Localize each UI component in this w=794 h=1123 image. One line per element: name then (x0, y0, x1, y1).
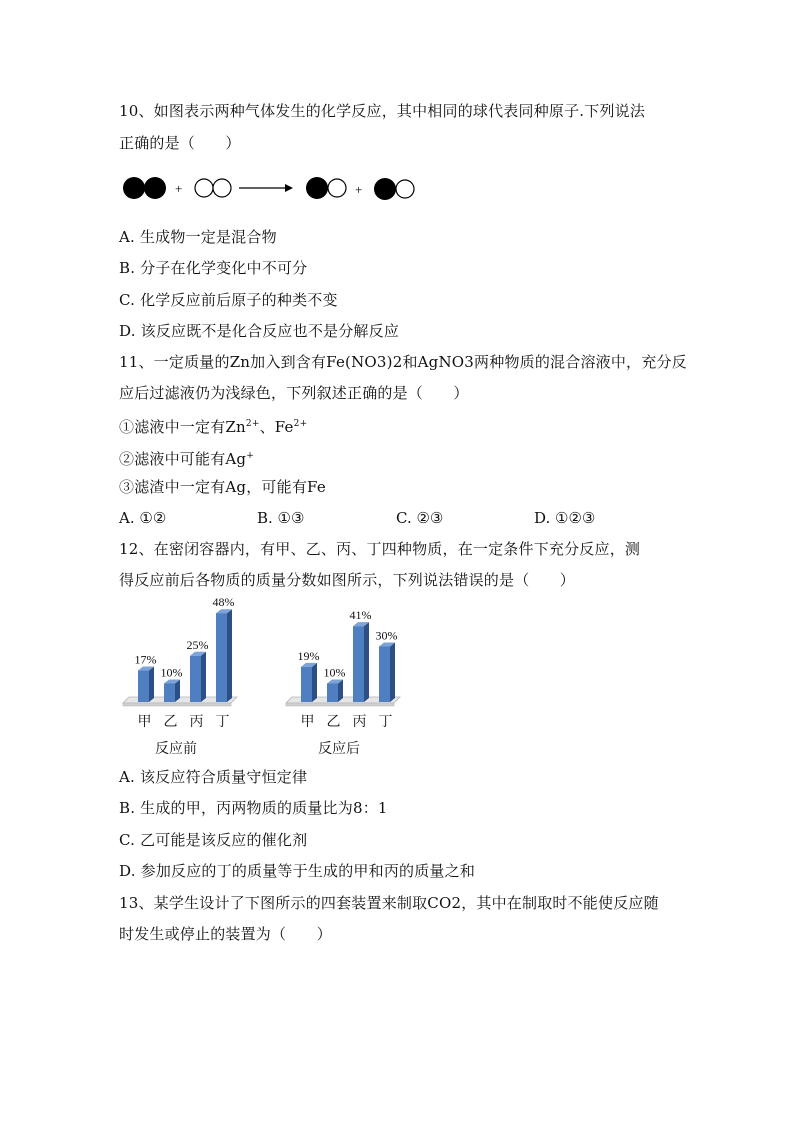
bar-front (216, 613, 227, 702)
bar-side (390, 643, 395, 703)
black-atom (123, 177, 145, 199)
bar-side (364, 622, 369, 702)
white-atom (213, 179, 231, 197)
data-label: 19% (297, 648, 320, 663)
bar-front (379, 647, 390, 703)
chart-before-title: 反应前 (155, 741, 197, 757)
q12-option-d: D. 参加反应的丁的质量等于生成的甲和丙的质量之和 (119, 862, 476, 880)
q10-option-b: B. 分子在化学变化中不可分 (119, 259, 308, 277)
data-label: 17% (134, 652, 157, 667)
bar-front (164, 684, 175, 703)
black-atom (374, 178, 396, 200)
reactant-molecule-white (195, 179, 231, 197)
q12-stem-line1: 12、在密闭容器内，有甲、乙、丙、丁四种物质，在一定条件下充分反应，测 (119, 540, 641, 558)
product-molecule (306, 177, 346, 199)
q12-option-b: B. 生成的甲，丙两物质的质量比为8：1 (119, 799, 388, 817)
q11-option-c: C. ②③ (396, 509, 444, 527)
product-molecule (374, 178, 414, 200)
q10-option-c: C. 化学反应前后原子的种类不变 (119, 291, 338, 309)
category-label: 丁 (215, 715, 230, 730)
q12-option-c: C. 乙可能是该反应的催化剂 (119, 831, 308, 849)
data-label: 41% (349, 608, 372, 623)
q11-stem-line1: 11、一定质量的Zn加入到含有Fe(NO3)2和AgNO3两种物质的混合溶液中，充分反 (119, 353, 687, 371)
chart-floor-edge (123, 703, 231, 706)
bar-丁 (216, 609, 232, 702)
category-label: 丙 (352, 715, 367, 730)
bar-front (190, 656, 201, 702)
reactant-molecule-black (123, 177, 166, 199)
bar-乙 (164, 680, 180, 703)
bar-甲 (138, 667, 154, 702)
bar-front (301, 667, 312, 702)
bar-front (327, 684, 338, 703)
q10-option-a: A. 生成物一定是混合物 (119, 228, 277, 246)
data-label: 10% (323, 665, 346, 680)
reaction-arrow (239, 184, 293, 192)
bar-丙 (353, 622, 369, 702)
plus-sign: + (175, 181, 183, 196)
bar-front (138, 671, 149, 702)
data-label: 10% (160, 665, 183, 680)
category-label: 乙 (163, 715, 178, 730)
q13-stem-line1: 13、某学生设计了下图所示的四套装置来制取CO2，其中在制取时不能使反应随 (119, 894, 659, 912)
black-atom (144, 177, 166, 199)
bar-乙 (327, 680, 343, 703)
category-label: 甲 (300, 715, 315, 730)
white-atom (396, 180, 414, 198)
bar-丁 (379, 643, 395, 703)
q12-option-a: A. 该反应符合质量守恒定律 (119, 768, 308, 786)
bar-side (312, 663, 317, 702)
q11-statement-2: ②滤液中可能有Ag+ (119, 450, 254, 468)
bar-甲 (301, 663, 317, 702)
data-label: 25% (186, 637, 209, 652)
plus-sign: + (355, 182, 363, 197)
category-label: 丁 (378, 715, 393, 730)
chart-floor-edge (286, 703, 394, 706)
chart-after-title: 反应后 (318, 741, 360, 757)
bar-side (149, 667, 154, 702)
data-label: 48% (212, 596, 235, 610)
data-label: 30% (375, 628, 398, 643)
q10-option-d: D. 该反应既不是化合反应也不是分解反应 (119, 322, 400, 340)
q11-statement-3: ③滤渣中一定有Ag，可能有Fe (119, 478, 326, 496)
bar-side (227, 609, 232, 702)
bar-side (201, 652, 206, 702)
q10-stem-line2: 正确的是（ ） (119, 134, 241, 152)
q13-stem-line2: 时发生或停止的装置为（ ） (119, 925, 332, 943)
bar-丙 (190, 652, 206, 702)
q11-option-a: A. ①② (119, 509, 167, 527)
chart-before-reaction (119, 596, 249, 736)
white-atom (195, 179, 213, 197)
q11-stem-line2: 应后过滤液仍为浅绿色，下列叙述正确的是（ ） (119, 384, 469, 402)
category-label: 丙 (189, 715, 204, 730)
q11-option-d: D. ①②③ (534, 509, 596, 527)
q12-stem-line2: 得反应前后各物质的质量分数如图所示，下列说法错误的是（ ） (119, 571, 576, 589)
chart-after-reaction (282, 596, 412, 736)
bar-front (353, 626, 364, 702)
white-atom (328, 179, 346, 197)
category-label: 乙 (326, 715, 341, 730)
q11-option-b: B. ①③ (257, 509, 305, 527)
q10-stem-line1: 10、如图表示两种气体发生的化学反应，其中相同的球代表同种原子.下列说法 (119, 102, 646, 120)
reaction-diagram (119, 172, 429, 206)
q11-statement-1: ①滤液中一定有$Zn^{2+}$、$Fe^{2+}$ (119, 418, 308, 436)
black-atom (306, 177, 328, 199)
category-label: 甲 (137, 715, 152, 730)
